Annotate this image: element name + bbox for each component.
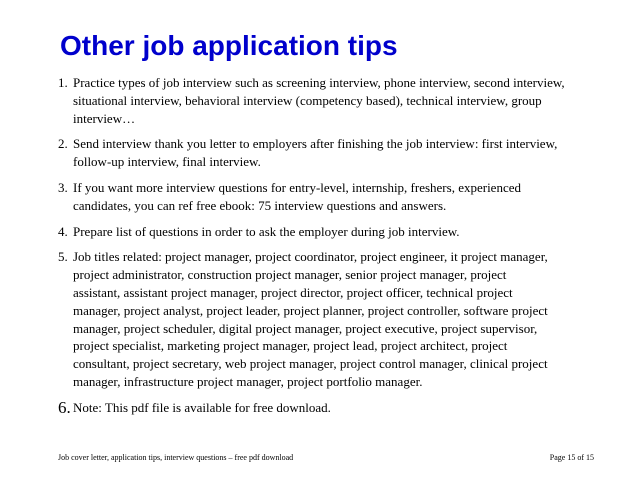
list-item bbox=[58, 399, 618, 417]
item-text: Practice types of job interview such as screening interview, phone interview, second interview, situational interview, behavioral interview (competency based), technical interview, group interview… bbox=[73, 75, 565, 126]
list-item bbox=[58, 248, 618, 390]
list-item bbox=[58, 223, 618, 241]
item-text: Note: This pdf file is available for free download. bbox=[73, 399, 331, 415]
item-number: 5. bbox=[58, 249, 68, 265]
list-item bbox=[58, 135, 618, 171]
tips-list bbox=[58, 74, 618, 425]
list-item bbox=[58, 179, 618, 215]
item-number: 6. bbox=[58, 397, 71, 417]
footer-left-text: Job cover letter, application tips, interview questions – free pdf download bbox=[58, 453, 294, 462]
page-footer bbox=[58, 453, 594, 463]
page-title: Other job application tips bbox=[60, 30, 398, 61]
item-text: If you want more interview questions for entry-level, internship, freshers, experienced candidates, you can ref free ebook: 75 interview questions and answers. bbox=[73, 179, 521, 213]
item-text: Job titles related: project manager, project coordinator, project engineer, it project manager, project administrator, construction project manager, senior project manager, project assistant, assistant project manager, project director, project officer, technical project manager, project analyst, project leader, project planner, project controller, software project manager, project scheduler, digital project manager, project executive, project supervisor, project specialist, marketing project manager, project lead, project architect, project consultant, project secretary, web project manager, project control manager, clinical project manager, infrastructure project manager, project portfolio manager. bbox=[73, 249, 548, 389]
item-text: Send interview thank you letter to employers after finishing the job interview: first interview, follow-up interview, final interview. bbox=[73, 136, 558, 170]
item-text: Prepare list of questions in order to ask the employer during job interview. bbox=[73, 223, 460, 239]
page-number: Page 15 of 15 bbox=[549, 453, 594, 462]
list-item bbox=[58, 74, 618, 127]
item-number: 4. bbox=[58, 223, 68, 239]
item-number: 2. bbox=[58, 136, 68, 152]
item-number: 3. bbox=[58, 179, 68, 195]
item-number: 1. bbox=[58, 75, 68, 90]
